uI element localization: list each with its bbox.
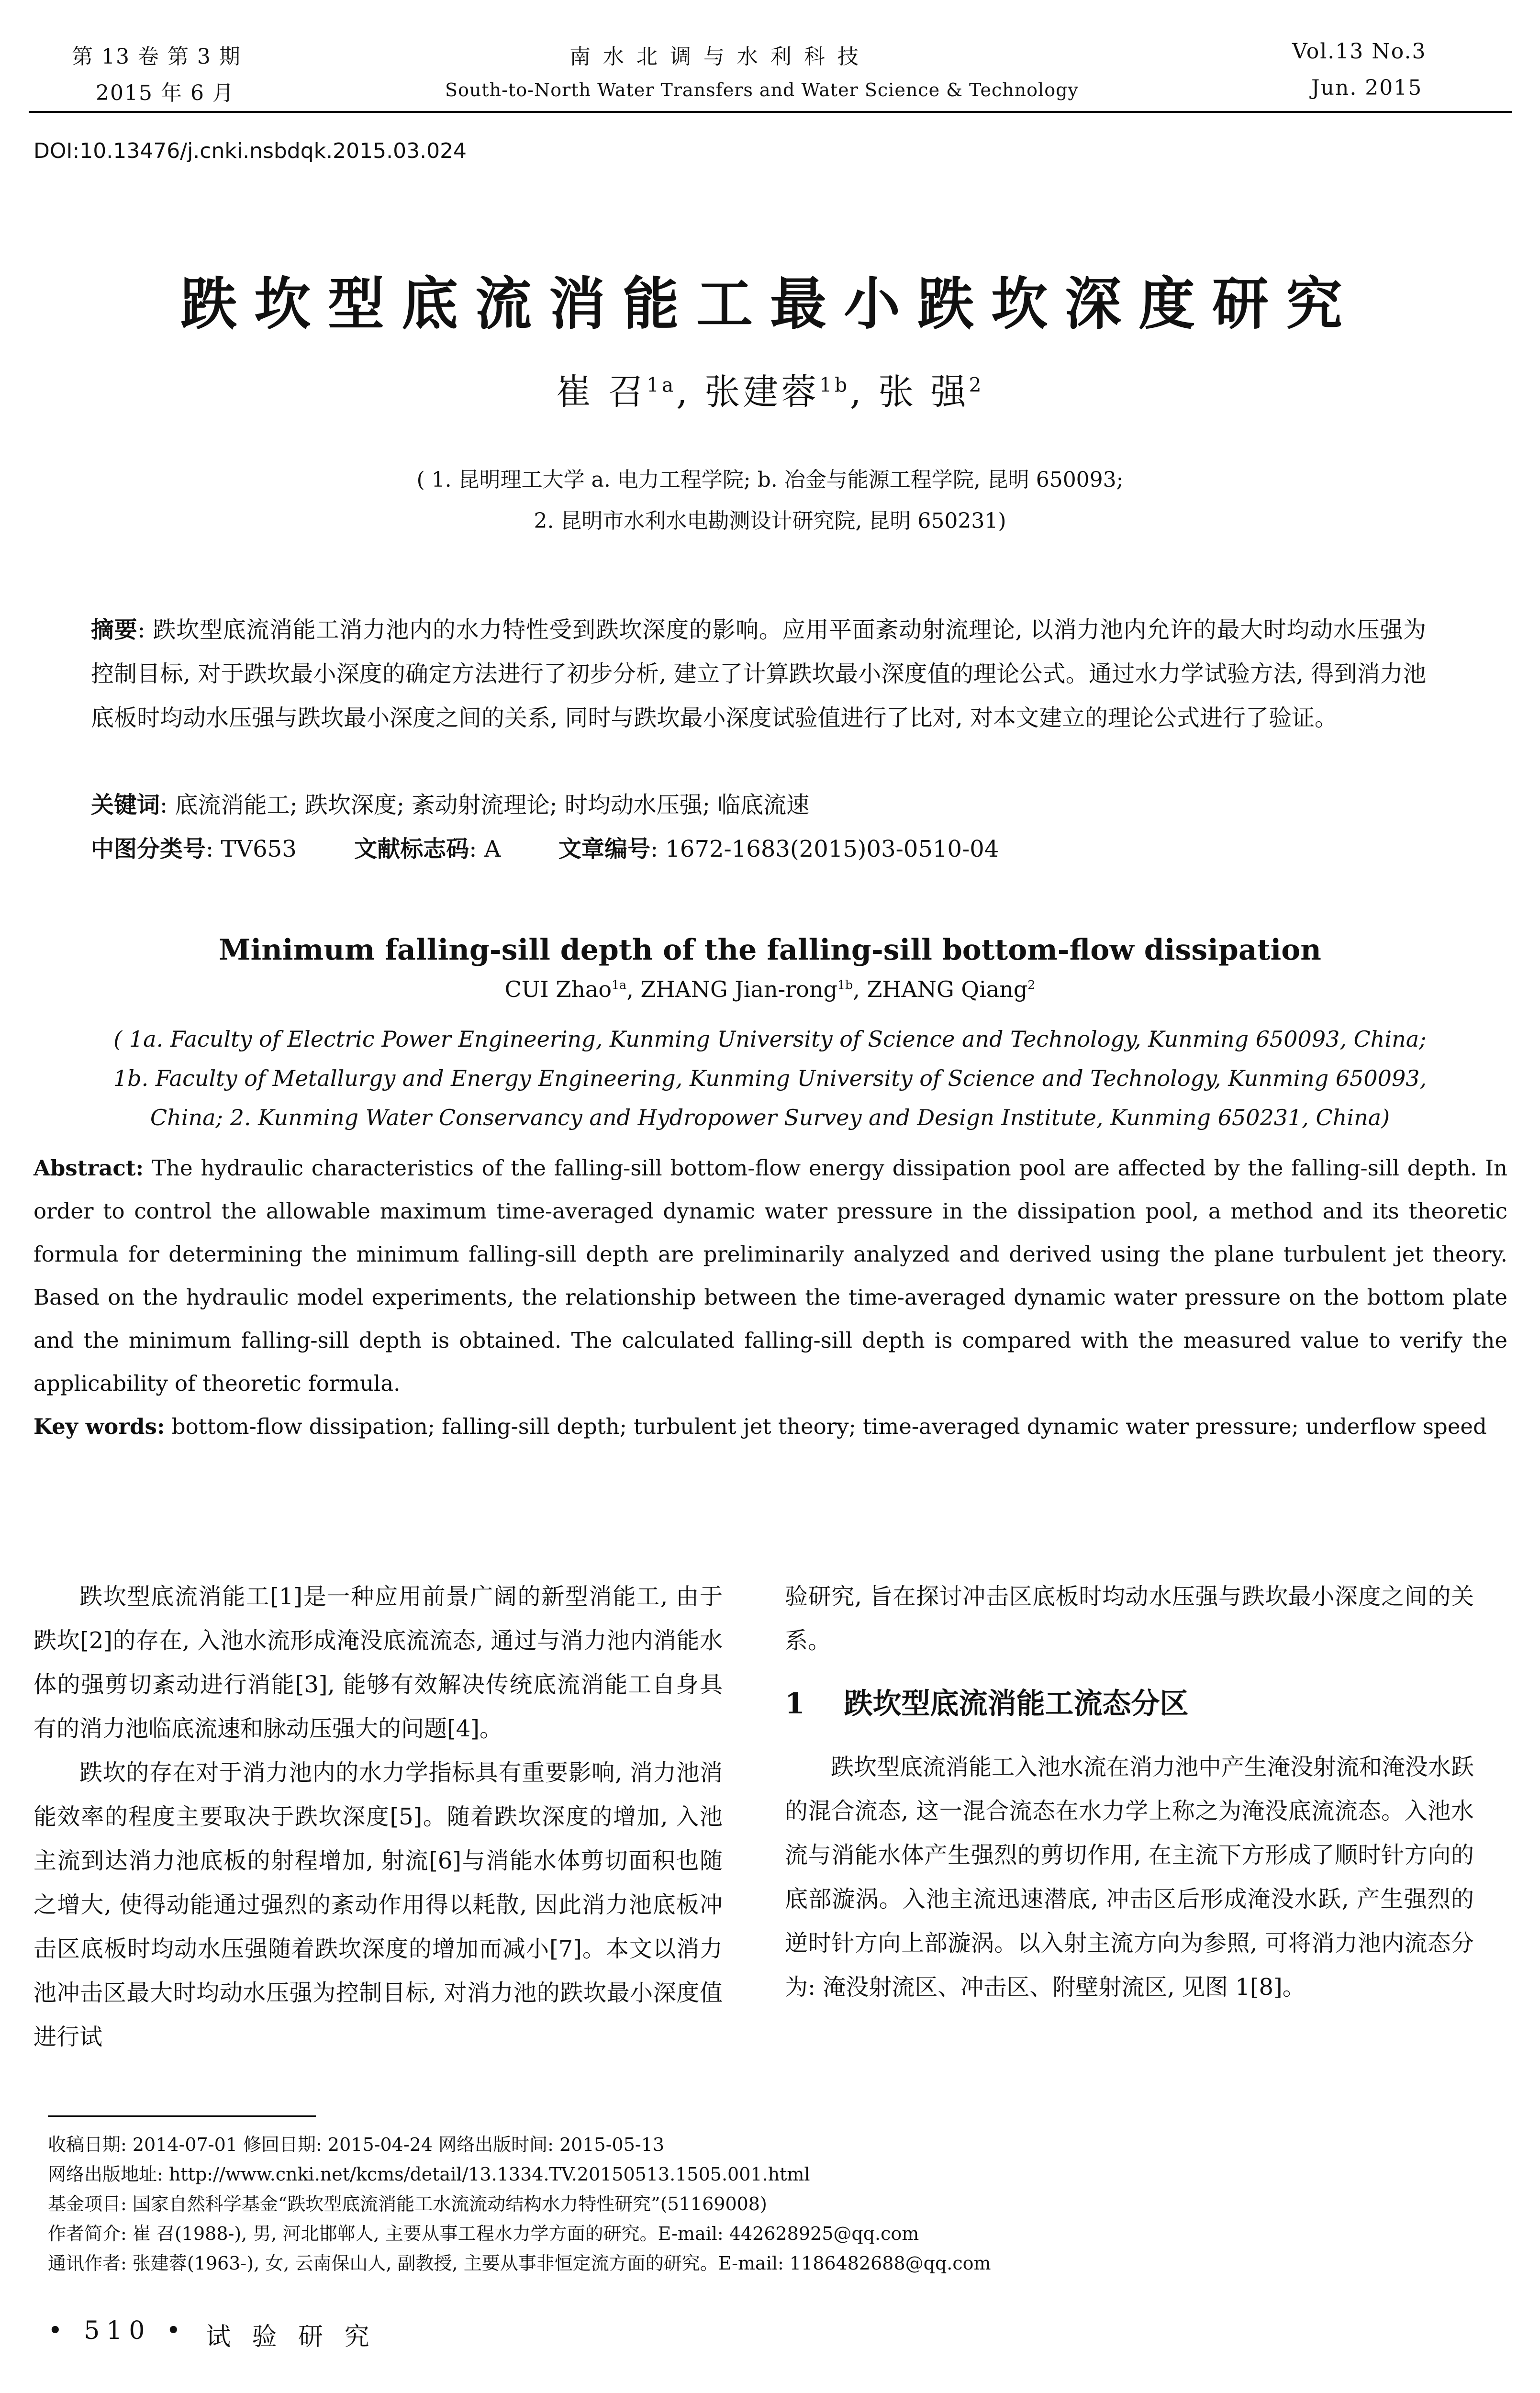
author-en-1-sup: 1a [612,978,627,992]
author-3-sup: 2 [969,373,984,397]
body-paragraph: 跌坎型底流消能工入池水流在消力池中产生淹没射流和淹没水跃的混合流态, 这一混合流态在水力学上称之为淹没底流流态。入池水流与消能水体产生强烈的剪切作用, 在主流下方形成了顺时针方向的底部漩涡。入池主流迅速潜底, 冲击区后形成淹没水跃, 产生强烈的逆时针方向上部漩涡。以入射主流方向为参照, 可将消力池内流态分为: 淹没射流区、冲击区、附壁射流区, 见图 1[8]。 [785,1754,1474,2001]
author-2: 张建蓉 [704,371,820,413]
clc-label: 中图分类号 [91,836,206,862]
body-left-column [33,1575,723,2059]
author-en-1: CUI Zhao [504,976,612,1002]
author-3: 张 强 [878,371,969,413]
clc-value: TV653 [221,836,297,862]
body-right-column [785,1575,1474,2009]
authors-cn: 崔 召$^{1a}$, 张建蓉$^{1b}$, 张 强$^2$ [556,371,984,413]
header-journal-cn: 南 水 北 调 与 水 利 科 技 [569,45,861,69]
keywords-cn-label: 关键词 [91,792,160,818]
abstract-en-label: Abstract: [33,1155,144,1181]
footnote-line: 收稿日期: 2014-07-01 修回日期: 2015-04-24 网络出版时间: 2015-05-13 [48,2134,665,2155]
abstract-cn: 摘要: 跌坎型底流消能工消力池内的水力特性受到跌坎深度的影响。应用平面紊动射流理论, 以消力池内允许的最大时均动水压强为控制目标, 对于跌坎最小深度的确定方法进行了初步分析, 建立了计算跌坎最小深度值的理论公式。通过水力学试验方法, 得到消力池底板时均动水压强与跌坎最小深度之间的关系, 同时与跌坎最小深度试验值进行了比对, 对本文建立的理论公式进行了验证。 [91,616,1426,731]
section-footer: 试 验 研 究 [206,2323,376,2351]
author-1-sup: 1a [646,373,677,397]
article-no-value: 1672-1683(2015)03-0510-04 [665,836,999,862]
body-paragraph: 跌坎型底流消能工[1]是一种应用前景广阔的新型消能工, 由于跌坎[2]的存在, 入池水流形成淹没底流流态, 通过与消力池内消能水体的强剪切紊动进行消能[3], 能够有效解决传统底流消能工自身具有的消力池临底流速和脉动压强大的问题[4]。 [33,1583,723,1742]
affiliations-cn [0,459,1540,542]
header-date-en: Jun. 2015 [1311,76,1423,100]
doc-code-value: A [484,836,501,862]
header-date-cn: 2015 年 6 月 [96,81,234,105]
abstract-cn-text: 跌坎型底流消能工消力池内的水力特性受到跌坎深度的影响。应用平面紊动射流理论, 以消力池内允许的最大时均动水压强为控制目标, 对于跌坎最小深度的确定方法进行了初步分析, 建立了计算跌坎最小深度值的理论公式。通过水力学试验方法, 得到消力池底板时均动水压强与跌坎最小深度之间的关系, 同时与跌坎最小深度试验值进行了比对, 对本文建立的理论公式进行了验证。 [91,616,1426,731]
affiliations-en [0,1019,1540,1137]
body-paragraph: 跌坎的存在对于消力池内的水力学指标具有重要影响, 消力池消能效率的程度主要取决于跌坎深度[5]。随着跌坎深度的增加, 入池主流到达消力池底板的射程增加, 射流[6]与消能水体剪切面积也随之增大, 使得动能通过强烈的紊动作用得以耗散, 因此消力池底板冲击区底板时均动水压强随着跌坎深度的增加而减小[7]。本文以消力池冲击区最大时均动水压强为控制目标, 对消力池的跌坎最小深度值进行试 [33,1759,723,2050]
keywords-cn: 关键词: 底流消能工; 跌坎深度; 紊动射流理论; 时均动水压强; 临底流速 [91,792,810,818]
header-rule [29,111,1512,113]
abstract-cn-label: 摘要 [91,616,138,643]
section-number: 1 [785,1687,805,1721]
keywords-cn-text: 底流消能工; 跌坎深度; 紊动射流理论; 时均动水压强; 临底流速 [175,792,810,818]
keywords-en-label: Key words: [33,1414,165,1439]
doi: DOI:10.13476/j.cnki.nsbdqk.2015.03.024 [33,139,467,163]
footnotes [48,2130,1484,2278]
abstract-en [33,1147,1507,1405]
title-cn: 跌坎型底流消能工最小跌坎深度研究 [180,271,1360,337]
author-en-3-sup: 2 [1027,978,1036,992]
author-1: 崔 召 [556,371,647,413]
author-en-2-sup: 1b [837,978,853,992]
article-no-label: 文章编号 [558,836,650,862]
abstract-en-text: The hydraulic characteristics of the falling-sill bottom-flow energy dissipation pool are affected by the falling-sill depth. In order to control the allowable maximum time-averaged dynamic water pressure in the dissipation pool, a method and its theoretic formula for determining the minimum falling-sill depth are preliminarily analyzed and derived using the plane turbulent jet theory. Based on the hydraulic model experiments, the relationship between the time-averaged dynamic water pressure on the bottom plate and the minimum falling-sill depth is obtained. The calculated falling-sill depth is compared with the measured value to verify the applicability of theoretic formula. [33,1155,1507,1396]
affiliation-en-line: 1b. Faculty of Metallurgy and Energy Engineering, Kunming University of Science and Technology, Kunming 650093, [113,1065,1427,1091]
affiliation-en-line: ( 1a. Faculty of Electric Power Engineering, Kunming University of Science and Technology, Kunming 650093, China; [113,1026,1427,1052]
affiliation-cn-line: ( 1. 昆明理工大学 a. 电力工程学院; b. 冶金与能源工程学院, 昆明 650093; [416,468,1124,492]
section-title: 跌坎型底流消能工流态分区 [844,1687,1189,1721]
footnote-line: 作者简介: 崔 召(1988-), 男, 河北邯郸人, 主要从事工程水力学方面的研究。E-mail: 442628925@qq.com [48,2223,919,2244]
page-number: • 510 • [48,2316,188,2345]
author-en-3: ZHANG Qiang [867,976,1028,1002]
footnote-line: 网络出版地址: http://www.cnki.net/kcms/detail/13.1334.TV.20150513.1505.001.html [48,2164,810,2185]
section-heading [785,1682,1474,1726]
author-en-2: ZHANG Jian-rong [640,976,837,1002]
footnote-rule [48,2115,316,2117]
footnote-line: 基金项目: 国家自然科学基金“跌坎型底流消能工水流流动结构水力特性研究”(51169008) [48,2193,767,2214]
title-en: Minimum falling-sill depth of the falling-sill bottom-flow dissipation [219,933,1321,967]
header-journal-en: South-to-North Water Transfers and Water Science & Technology [445,79,1079,101]
header-vol-issue-en: Vol.13 No.3 [1292,39,1427,64]
classification-line: 中图分类号: TV653 文献标志码: A 文章编号: 1672-1683(2015)03-0510-04 [91,836,999,862]
header-vol-issue-cn: 第 13 卷 第 3 期 [72,45,241,69]
author-2-sup: 1b [819,373,850,397]
affiliation-en-line: China; 2. Kunming Water Conservancy and Hydropower Survey and Design Institute, Kunming 650231, China) [150,1105,1390,1130]
authors-en: CUI Zhao$^{1a}$, ZHANG Jian-rong$^{1b}$, ZHANG Qiang$^2$ [504,976,1036,1002]
affiliation-cn-line: 2. 昆明市水利水电勘测设计研究院, 昆明 650231) [534,509,1006,533]
body-paragraph: 验研究, 旨在探讨冲击区底板时均动水压强与跌坎最小深度之间的关系。 [785,1583,1474,1654]
doc-code-label: 文献标志码 [354,836,469,862]
footnote-line: 通讯作者: 张建蓉(1963-), 女, 云南保山人, 副教授, 主要从事非恒定流方面的研究。E-mail: 1186482688@qq.com [48,2253,991,2274]
keywords-en [33,1405,1507,1448]
keywords-en-text: bottom-flow dissipation; falling-sill depth; turbulent jet theory; time-averaged dynamic water pressure; underflow speed [171,1414,1487,1439]
